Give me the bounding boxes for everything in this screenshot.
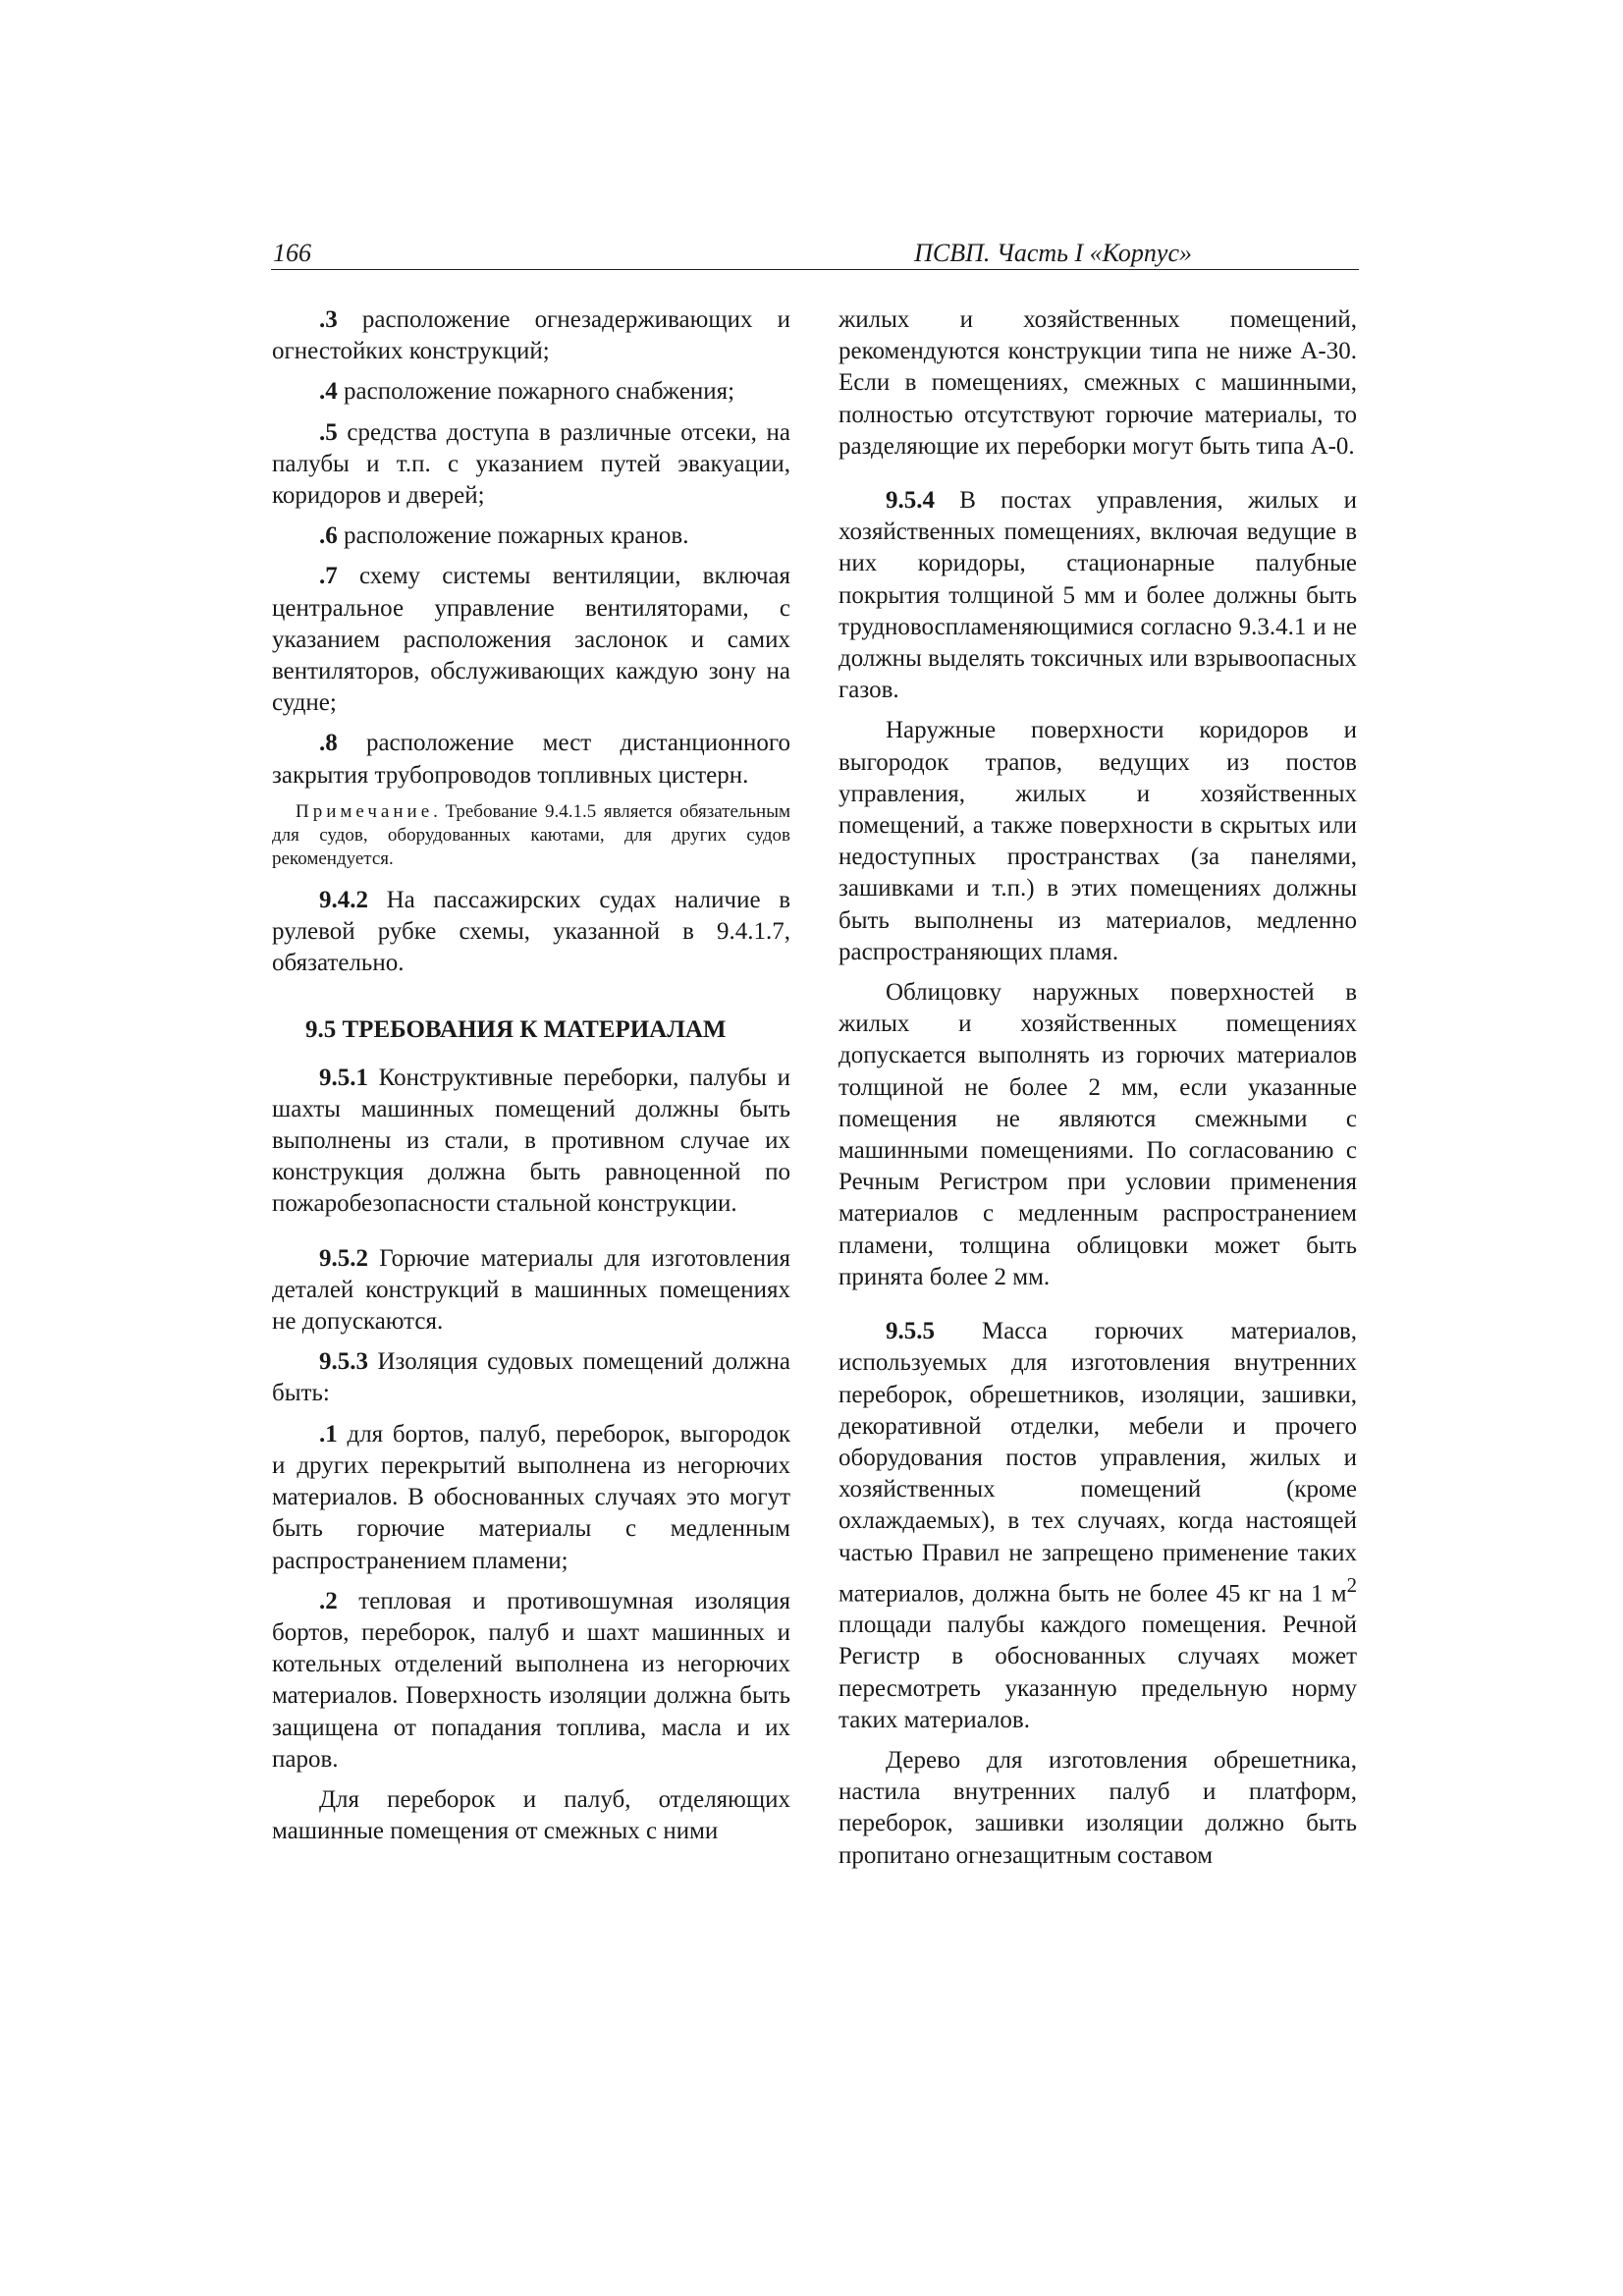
- paragraph-number: 9.5.4: [886, 487, 935, 515]
- right-column: [839, 304, 1357, 1881]
- item-text: расположение мест дистанционного закрытия трубопроводов топливных цистерн.: [272, 730, 790, 789]
- item-text: расположение огнезадерживающих и огнестойких конструкций;: [272, 306, 790, 365]
- item-text: расположение пожарного снабжения;: [337, 378, 735, 406]
- paragraph-continued: жилых и хозяйственных помещений, рекомендуются конструкции типа не ниже A-30. Если в помещениях, смежных с машинными, полностью отсутствуют горючие материалы, то разделяющие их переборки могут быть типа A-0.: [839, 306, 1357, 460]
- paragraph-text: Конструктивные переборки, палубы и шахты машинных помещений должны быть выполнены из стали, в противном случае их конструкция должна быть равноценной по пожаробезопасности стальной конструкции.: [272, 1064, 790, 1218]
- paragraph-number: 9.4.2: [319, 886, 368, 913]
- list-item: [272, 520, 790, 552]
- running-header: [271, 240, 1359, 270]
- superscript: 2: [1346, 1572, 1357, 1597]
- list-item: [272, 561, 790, 719]
- paragraph-9-4-2: [272, 885, 790, 980]
- note-text: . Требование 9.4.1.5 является обязательным для судов, оборудованных каютами, для других судов рекомендуется.: [272, 800, 790, 869]
- subitem-2: [272, 1586, 790, 1776]
- item-number: .8: [319, 730, 338, 757]
- paragraph-number: 9.5.5: [886, 1318, 935, 1345]
- paragraph-text: Изоляция судовых помещений должна быть:: [272, 1348, 790, 1407]
- paragraph-number: 9.5.3: [319, 1348, 368, 1376]
- subitem-number: .1: [319, 1420, 338, 1448]
- paragraph-text: На пассажирских судах наличие в рулевой рубке схемы, указанной в 9.4.1.7, обязательно.: [272, 886, 790, 977]
- item-number: .3: [319, 306, 338, 333]
- paragraph-9-5-2: [272, 1243, 790, 1339]
- paragraph-9-5-1: [272, 1063, 790, 1221]
- subitem-1: [272, 1419, 790, 1577]
- running-title: ПСВП. Часть I «Корпус»: [914, 239, 1192, 267]
- item-text: расположение пожарных кранов.: [337, 522, 689, 550]
- paragraph-text: В постах управления, жилых и хозяйственных помещениях, включая ведущие в них коридоры, стационарные палубные покрытия толщиной 5 мм и более должны быть трудновоспламеняющимися согласно 9.3.4.1 и не должны выделять токсичных или взрывоопасных газов.: [839, 487, 1357, 704]
- paragraph-9-5-5: [839, 1316, 1357, 1736]
- paragraph-9-5-4: [839, 485, 1357, 706]
- list-item: [272, 417, 790, 513]
- note-label: Примечание: [296, 800, 434, 822]
- paragraph-number: 9.5.1: [319, 1064, 368, 1091]
- paragraph-9-5-3: [272, 1346, 790, 1409]
- item-number: .5: [319, 418, 338, 446]
- item-text: средства доступа в различные отсеки, на палубы и т.п. с указанием путей эвакуации, коридоров и дверей;: [272, 418, 790, 510]
- left-column: [272, 304, 790, 1856]
- item-text: схему системы вентиляции, включая центральное управление вентиляторами, с указанием расположения заслонок и самих вентиляторов, обслуживающих каждую зону на судне;: [272, 563, 790, 717]
- paragraph-wood: Дерево для изготовления обрешетника, настила внутренних палуб и платформ, переборок, зашивки изоляции должно быть пропитано огнезащитным составом: [839, 1747, 1357, 1869]
- note: [272, 800, 790, 871]
- subitem-text: для бортов, палуб, переборок, выгородок и других перекрытий выполнена из негорючих материалов. В обоснованных случаях это могут быть горючие материалы с медленным распространением пламени;: [272, 1420, 790, 1574]
- section-heading: 9.5 ТРЕБОВАНИЯ К МАТЕРИАЛАМ: [305, 1016, 727, 1044]
- paragraph-outer-surfaces: Наружные поверхности коридоров и выгородок трапов, ведущих из постов управления, жилых и хозяйственных помещений, а также поверхности в скрытых или недоступных пространствах (за панелями, зашивками и т.п.) в этих помещениях должны быть выполнены из материалов, медленно распространяющих пламя.: [839, 717, 1357, 965]
- list-item: [272, 376, 790, 408]
- paragraph-partitions: Для переборок и палуб, отделяющих машинные помещения от смежных с ними: [272, 1785, 790, 1845]
- list-item: [272, 304, 790, 367]
- item-number: .4: [319, 378, 338, 406]
- paragraph-facing: Облицовку наружных поверхностей в жилых и хозяйственных помещениях допускается выполнять из горючих материалов толщиной не более 2 мм, если указанные помещения не являются смежными с машинными помещениями. По согласованию с Речным Регистром при условии применения материалов с медленным распространением пламени, толщина облицовки может быть принята более 2 мм.: [839, 979, 1357, 1290]
- paragraph-text-continued: площади палубы каждого помещения. Речной Регистр в обоснованных случаях может пересмотреть указанную предельную норму таких материалов.: [839, 1612, 1357, 1733]
- paragraph-number: 9.5.2: [319, 1244, 368, 1272]
- page-number: 166: [273, 239, 311, 267]
- list-item: [272, 728, 790, 791]
- subitem-text: тепловая и противошумная изоляция бортов, переборок, палуб и шахт машинных и котельных отделений выполнена из негорючих материалов. Поверхность изоляции должна быть защищена от попадания топлива, масла и их паров.: [272, 1587, 790, 1773]
- paragraph-text: Масса горючих материалов, используемых для изготовления внутренних переборок, обрешетников, изоляции, зашивки, декоративной отделки, мебели и прочего оборудования постов управления, жилых и хозяйственных помещений (кроме охлаждаемых), в тех случаях, когда настоящей частью Правил не запрещено применение таких материалов, должна быть не более 45 кг на 1 м: [839, 1318, 1357, 1608]
- item-number: .6: [319, 522, 338, 550]
- subitem-number: .2: [319, 1587, 338, 1614]
- item-number: .7: [319, 563, 338, 590]
- paragraph-text: Горючие материалы для изготовления деталей конструкций в машинных помещениях не допускаются.: [272, 1244, 790, 1336]
